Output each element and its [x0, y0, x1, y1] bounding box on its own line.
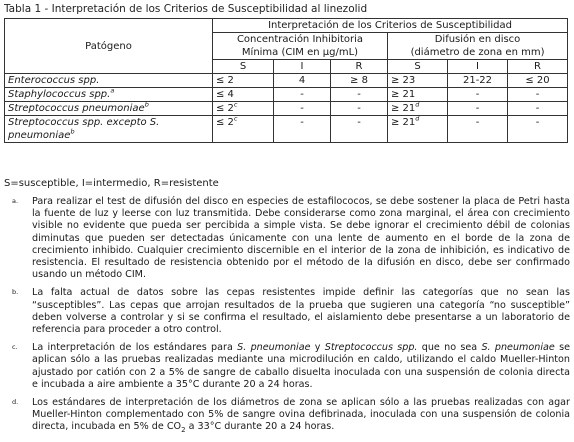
footnote-ref: a: [110, 86, 115, 95]
footnote-ref: b: [144, 100, 149, 109]
cim-header-line2: Mínima (CIM en µg/mL): [241, 47, 359, 58]
criteria-group-header: Interpretación de los Criterios de Susceptibilidad: [213, 19, 568, 33]
pathogen-cell: [5, 88, 213, 102]
footnote-ref: d: [415, 114, 420, 123]
footnote-ref: c: [233, 114, 238, 123]
disk-header-line1: Difusión en disco: [434, 34, 521, 45]
pathogen-name: Staphylococcus spp.: [8, 89, 111, 100]
disk-i-header: I: [448, 60, 508, 74]
footnote-c: [4, 342, 570, 391]
disk-header-line2: (diámetro de zona en mm): [410, 47, 545, 58]
disk-i-cell: -: [448, 102, 508, 116]
disk-s-value: ≥ 21: [391, 103, 416, 114]
table-row: [5, 74, 568, 88]
disk-s-cell: [388, 74, 448, 88]
cim-i-cell: -: [274, 88, 331, 102]
co2-subscript: 2: [181, 426, 186, 435]
footnote-b: [4, 287, 570, 336]
footnote-d: [4, 397, 570, 434]
table-row: [5, 88, 568, 102]
footnote-ref: b: [70, 127, 75, 136]
disk-s-cell: [388, 116, 448, 143]
table-row: [5, 116, 568, 143]
susceptibility-table: [4, 18, 568, 143]
footnote-text: La falta actual de datos sobre las cepas resistentes impide definir las categorías que no sean las “susceptibles”. Las cepas que arrojan resultados de la prueba que sugieren una categoría “no susceptible” deben volverse a controlar y si se confirma el resultado, el aislamiento debe presentarse a un laboratorio de referencia para proceder a otro control.: [32, 287, 570, 336]
header-row-1: [5, 19, 568, 33]
footnote-marker: c.: [12, 343, 18, 352]
disk-r-cell: ≤ 20: [508, 74, 568, 88]
cim-s-header: S: [213, 60, 274, 74]
cim-s-value: ≤ 2: [216, 103, 234, 114]
disk-r-cell: -: [508, 116, 568, 143]
cim-s-cell: [213, 74, 274, 88]
footnotes: [4, 196, 570, 440]
pathogen-cell: [5, 102, 213, 116]
cim-i-cell: -: [274, 116, 331, 143]
footnote-text-part: Los estándares de interpretación de los diámetros de zona se aplican sólo a las pruebas realizadas con agar Mueller-Hinton complementado con 5% de sangre ovina defibrinada, inoculada con una suspensión de colonia directa, incubada en 5% de CO: [32, 397, 570, 433]
disk-s-header: S: [388, 60, 448, 74]
pathogen-name-line2: pneumoniae: [8, 130, 71, 141]
footnote-text-part: se aplican sólo a las pruebas realizadas mediante una microdilución en caldo, utilizando el caldo Mueller-Hinton ajustado por catión con 2 a 5% de sangre de caballo disuelta inoculada con una suspensión de colonia directa e incubada a aire ambiente a 35°C durante 20 a 24 horas.: [32, 342, 570, 390]
cim-r-cell: -: [331, 88, 388, 102]
table-caption: Tabla 1 - Interpretación de los Criterios de Susceptibilidad al linezolid: [4, 3, 368, 15]
footnote-text-part: que no sea: [417, 342, 482, 354]
pathogen-name: Streptococcus pneumoniae: [8, 103, 145, 114]
cim-header-line1: Concentración Inhibitoria: [236, 34, 364, 45]
footnote-ref: c: [233, 100, 238, 109]
species-name: S. pneumoniae: [237, 342, 311, 354]
cim-s-value: ≤ 2: [216, 117, 234, 128]
disk-s-cell: [388, 88, 448, 102]
abbreviation-legend: S=susceptible, I=intermedio, R=resistente: [4, 178, 219, 189]
cim-s-cell: [213, 88, 274, 102]
disk-i-cell: 21-22: [448, 74, 508, 88]
disk-r-cell: -: [508, 102, 568, 116]
pathogen-header: Patógeno: [5, 19, 213, 74]
footnote-text-part: a 33°C durante 20 a 24 horas.: [185, 421, 335, 433]
cim-s-value: ≤ 2: [216, 75, 234, 86]
disk-r-cell: -: [508, 88, 568, 102]
disk-r-header: R: [508, 60, 568, 74]
cim-r-cell: -: [331, 116, 388, 143]
table-row: [5, 102, 568, 116]
species-name: Streptococcus spp.: [324, 342, 418, 354]
cim-i-header: I: [274, 60, 331, 74]
cim-s-cell: [213, 116, 274, 143]
footnote-text: [32, 342, 570, 391]
pathogen-name: Streptococcus spp. excepto S.: [8, 117, 160, 128]
cim-s-value: ≤ 4: [216, 89, 234, 100]
cim-header: [213, 33, 388, 60]
disk-header: [388, 33, 568, 60]
cim-s-cell: [213, 102, 274, 116]
disk-s-value: ≥ 23: [391, 75, 416, 86]
pathogen-name-continued: [8, 129, 209, 142]
cim-i-cell: -: [274, 102, 331, 116]
pathogen-name: Enterococcus spp.: [8, 75, 100, 86]
disk-i-cell: -: [448, 116, 508, 143]
cim-i-cell: 4: [274, 74, 331, 88]
pathogen-cell: [5, 74, 213, 88]
footnote-marker: d.: [12, 398, 19, 407]
footnote-marker: a.: [12, 197, 19, 205]
pathogen-cell: [5, 116, 213, 143]
disk-i-cell: -: [448, 88, 508, 102]
species-name: S. pneumoniae: [481, 342, 555, 354]
disk-s-value: ≥ 21: [391, 89, 416, 100]
footnote-text: [32, 397, 570, 434]
footnote-text-part: y: [310, 342, 325, 354]
disk-s-value: ≥ 21: [391, 117, 416, 128]
footnote-text-part: La interpretación de los estándares para: [32, 342, 238, 354]
cim-r-cell: ≥ 8: [331, 74, 388, 88]
disk-s-cell: [388, 102, 448, 116]
footnote-ref: d: [415, 100, 420, 109]
footnote-marker: b.: [12, 288, 19, 297]
footnote-text: Para realizar el test de difusión del disco en especies de estafilococos, se debe sostener la placa de Petri hasta la fuente de luz y leerse con luz transmitida. Debe considerarse como zona marginal, el área con crecimiento visible no evidente que pueda ser percibida a simple vista. Se debe ignorar el crecimiento débil de colonias diminutas que pueden ser detectadas únicamente con una lente de aumento en el borde de la zona de crecimiento inhibido. Cualquier crecimiento discernible en el interior de la zona de inhibición, es indicativo de resistencia. El resultado de resistencia obtenido por el método de la difusión en disco, debe ser confirmado usando un método CIM.: [32, 196, 570, 281]
cim-r-header: R: [331, 60, 388, 74]
footnote-a: [4, 196, 570, 281]
cim-r-cell: -: [331, 102, 388, 116]
